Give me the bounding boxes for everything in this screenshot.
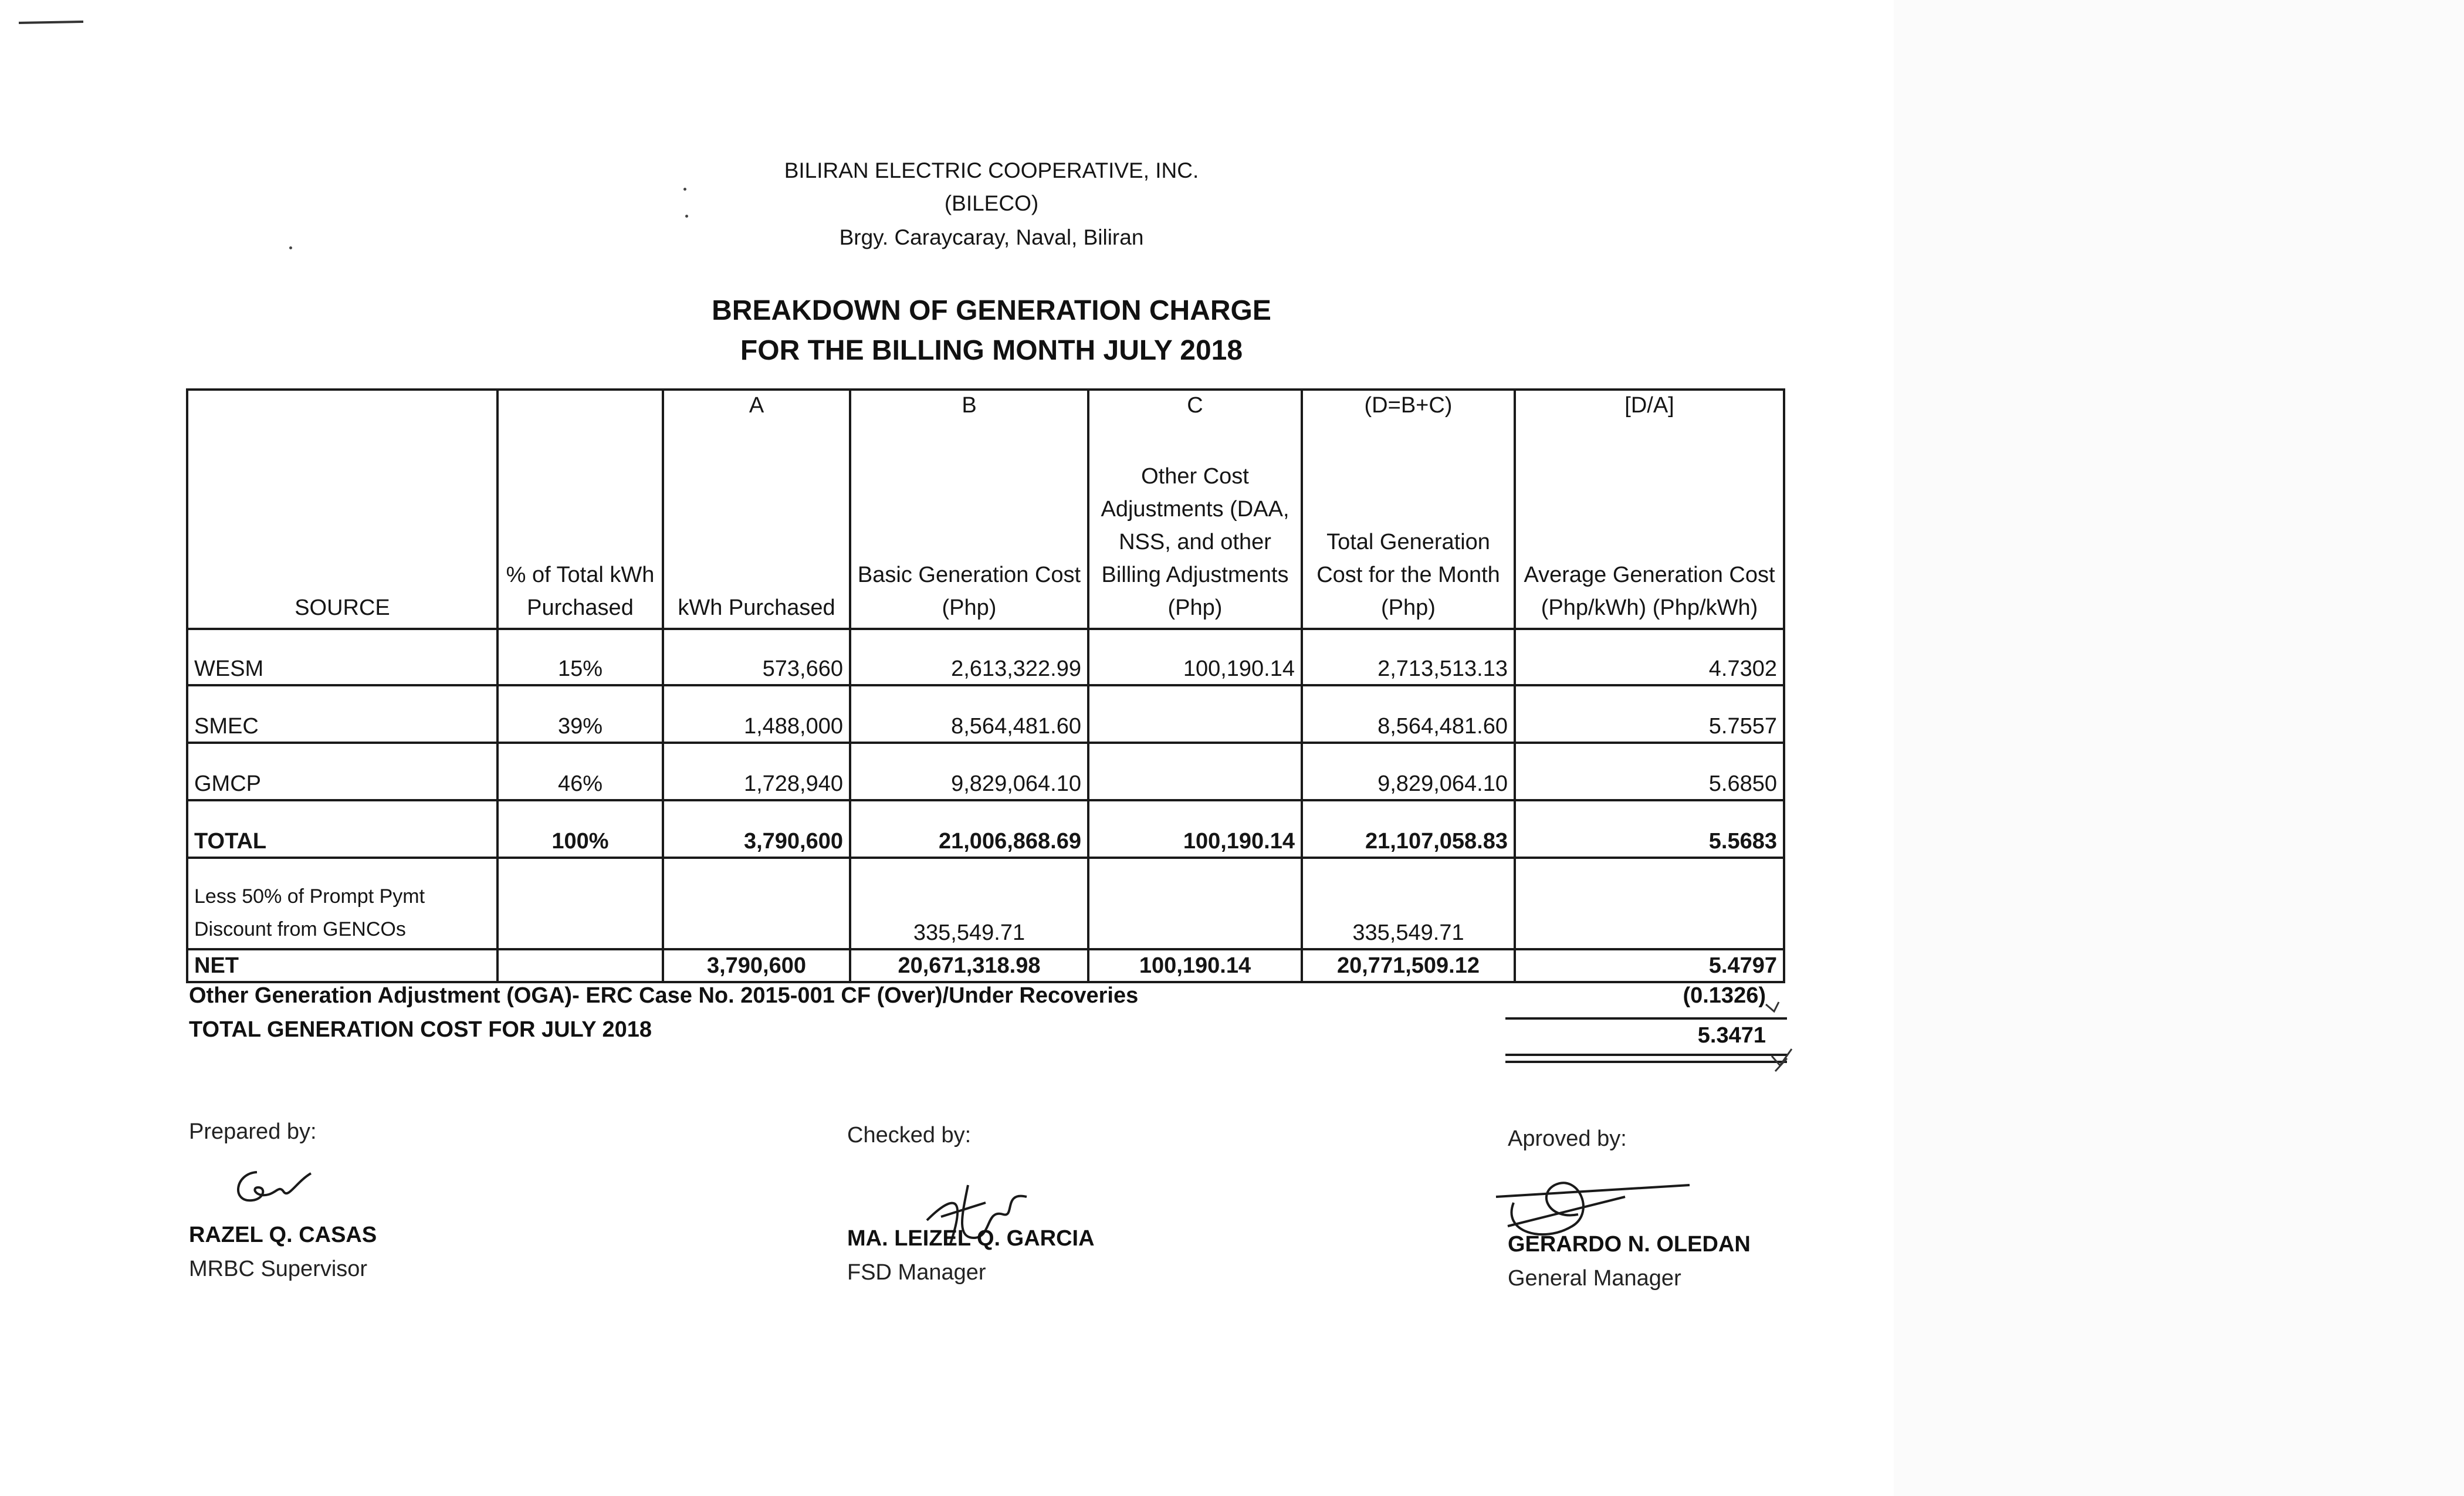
- cell-kwh: 573,660: [663, 629, 850, 685]
- scan-speck: [289, 246, 292, 249]
- cell-avg: 5.5683: [1515, 800, 1784, 858]
- scan-page-margin: [1894, 0, 2464, 1496]
- cell-source: NET: [187, 949, 497, 982]
- cell-total: 2,713,513.13: [1302, 629, 1515, 685]
- approved-by-title: General Manager: [1508, 1266, 1681, 1291]
- scan-speck: [685, 215, 688, 218]
- prepared-by-name: RAZEL Q. CASAS: [189, 1223, 377, 1247]
- column-header-kwh: A kWh Purchased: [663, 390, 850, 629]
- less-discount-row: [187, 858, 1784, 949]
- cell-total: 335,549.71: [1302, 858, 1515, 949]
- column-header-source: SOURCE: [187, 390, 497, 629]
- cell-total: 9,829,064.10: [1302, 743, 1515, 800]
- oga-label: Other Generation Adjustment (OGA)- ERC Case No. 2015-001 CF (Over)/Under Recoveries: [189, 983, 1139, 1008]
- column-header-total-cost: (D=B+C) Total Generation Cost for the Month (Php): [1302, 390, 1515, 629]
- total-generation-cost-label: TOTAL GENERATION COST FOR JULY 2018: [189, 1017, 652, 1042]
- cell-avg: 4.7302: [1515, 629, 1784, 685]
- table-row: [187, 685, 1784, 743]
- prepared-by-label: Prepared by:: [189, 1119, 317, 1144]
- cell-other: 100,190.14: [1088, 949, 1302, 982]
- cell-total: 8,564,481.60: [1302, 685, 1515, 743]
- total-generation-cost-value: 5.3471: [1697, 1023, 1766, 1048]
- scan-speck: [683, 188, 686, 191]
- cell-source: WESM: [187, 629, 497, 685]
- document-subtitle: FOR THE BILLING MONTH JULY 2018: [740, 335, 1243, 366]
- column-header-basic-cost: B Basic Generation Cost (Php): [850, 390, 1088, 629]
- approved-by-name: GERARDO N. OLEDAN: [1508, 1232, 1751, 1257]
- cell-pct: [497, 858, 663, 949]
- cell-source: SMEC: [187, 685, 497, 743]
- cell-avg: [1515, 858, 1784, 949]
- checked-by-name: MA. LEIZEL Q. GARCIA: [847, 1226, 1095, 1251]
- approved-by-label: Aproved by:: [1508, 1126, 1627, 1151]
- cell-basic: 335,549.71: [850, 858, 1088, 949]
- cell-other: [1088, 743, 1302, 800]
- checked-by-label: Checked by:: [847, 1123, 972, 1148]
- cell-avg: 5.6850: [1515, 743, 1784, 800]
- cell-basic: 2,613,322.99: [850, 629, 1088, 685]
- check-marks: [1490, 956, 1807, 1079]
- total-row: [187, 800, 1784, 858]
- org-name: BILIRAN ELECTRIC COOPERATIVE, INC.: [784, 158, 1199, 182]
- cell-pct: [497, 949, 663, 982]
- cell-basic: 8,564,481.60: [850, 685, 1088, 743]
- prepared-by-title: MRBC Supervisor: [189, 1257, 368, 1281]
- cell-total: 21,107,058.83: [1302, 800, 1515, 858]
- cell-source: TOTAL: [187, 800, 497, 858]
- checked-by-title: FSD Manager: [847, 1260, 986, 1285]
- cell-kwh: 3,790,600: [663, 800, 850, 858]
- cell-basic: 21,006,868.69: [850, 800, 1088, 858]
- cell-basic: 9,829,064.10: [850, 743, 1088, 800]
- scan-mark: [19, 21, 83, 24]
- cell-other: [1088, 858, 1302, 949]
- org-address: Brgy. Caraycaray, Naval, Biliran: [839, 225, 1144, 249]
- cell-source: GMCP: [187, 743, 497, 800]
- cell-other: [1088, 685, 1302, 743]
- cell-other: 100,190.14: [1088, 800, 1302, 858]
- document-title: BREAKDOWN OF GENERATION CHARGE: [712, 295, 1271, 326]
- cell-kwh: [663, 858, 850, 949]
- cell-kwh: 1,728,940: [663, 743, 850, 800]
- cell-pct: 15%: [497, 629, 663, 685]
- column-header-pct: % of Total kWh Purchased: [497, 390, 663, 629]
- table-row: [187, 743, 1784, 800]
- cell-pct: 46%: [497, 743, 663, 800]
- org-abbreviation: (BILECO): [944, 191, 1039, 215]
- cell-total: 20,771,509.12: [1302, 949, 1515, 982]
- column-header-average-cost: [D/A] Average Generation Cost (Php/kWh) (Php/kWh): [1515, 390, 1784, 629]
- cell-basic: 20,671,318.98: [850, 949, 1088, 982]
- table-row: [187, 629, 1784, 685]
- cell-avg: 5.4797: [1515, 949, 1784, 982]
- cell-source: Less 50% of Prompt Pymt Discount from GENCOs: [187, 858, 497, 949]
- prepared-by-signature: [223, 1162, 329, 1214]
- cell-pct: 100%: [497, 800, 663, 858]
- cell-kwh: 1,488,000: [663, 685, 850, 743]
- cell-kwh: 3,790,600: [663, 949, 850, 982]
- table-header-row: [187, 390, 1784, 629]
- cell-pct: 39%: [497, 685, 663, 743]
- cell-other: 100,190.14: [1088, 629, 1302, 685]
- generation-charge-table: [186, 388, 1785, 983]
- column-header-other-adjustments: C Other Cost Adjustments (DAA, NSS, and other Billing Adjustments (Php): [1088, 390, 1302, 629]
- oga-value: (0.1326): [1683, 983, 1766, 1008]
- cell-avg: 5.7557: [1515, 685, 1784, 743]
